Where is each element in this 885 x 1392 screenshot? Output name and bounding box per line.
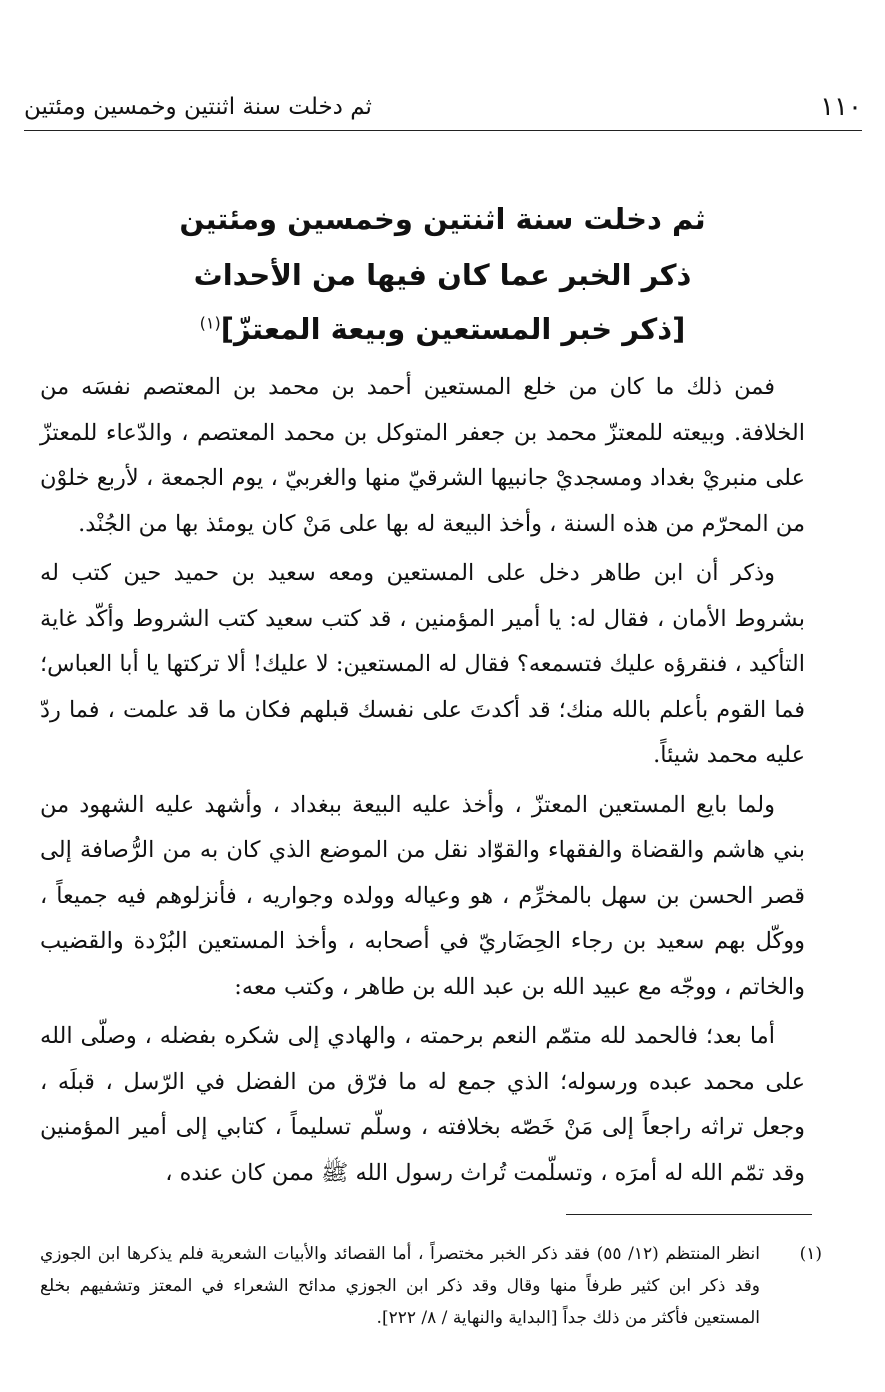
section-heading-text: [ذكر خبر المستعين وبيعة المعتزّ] bbox=[220, 312, 686, 346]
footnote-number: (١) bbox=[799, 1244, 822, 1264]
running-header bbox=[24, 92, 862, 126]
running-title: ثم دخلت سنة اثنتين وخمسين ومئتين bbox=[24, 94, 372, 120]
paragraph: وذكر أن ابن طاهر دخل على المستعين ومعه سعيد بن حميد حين كتب له بشروط الأمان ، فقال له: يا أمير المؤمنين ، قد كتب سعيد كتب الشروط وأكّد غاية التأكيد ، فنقرؤه عليك فتسمعه؟ فقال له المستعين: لا عليك! ألا تركتها يا أبا العباس؛ فما القوم بأعلم بالله منك؛ قد أكدتَ على نفسك قبلهم فكان ما قد علمت ، فما ردّ عليه محمد شيئاً. bbox=[40, 560, 805, 768]
paragraph: أما بعد؛ فالحمد لله متمّم النعم برحمته ، والهادي إلى شكره بفضله ، وصلّى الله على محمد عبده ورسوله؛ الذي جمع له ما فرّق من الفضل في الرّسل ، قبلَه ، وجعل تراثه راجعاً إلى مَنْ خَصّه بخلافته ، وسلّم تسليماً ، كتابي إلى أمير المؤمنين وقد تمّم الله له أمرَه ، وتسلّمت تُراث رسول الله ﷺ ممن كان عنده ، bbox=[40, 1023, 805, 1186]
header-rule bbox=[24, 130, 862, 131]
main-text bbox=[40, 365, 805, 1200]
year-heading: ثم دخلت سنة اثنتين وخمسين ومئتين bbox=[179, 202, 706, 236]
footnote-separator bbox=[566, 1214, 812, 1215]
events-heading: ذكر الخبر عما كان فيها من الأحداث bbox=[193, 258, 692, 292]
page-number: ١١٠ bbox=[820, 92, 862, 122]
footnote-text: انظر المنتظم (١٢/ ٥٥) فقد ذكر الخبر مختصراً ، أما القصائد والأبيات الشعرية فلم يذكرها ابن الجوزي وقد ذكر ابن كثير طرفاً منها وقال وقد ذكر ابن الجوزي مدائح الشعراء في المعتز وتشفيهم بخلع المستعين فأكثر من ذلك جداً [البداية والنهاية / ٨/ ٢٢٢]. bbox=[40, 1244, 760, 1328]
section-heading bbox=[40, 312, 845, 346]
paragraph: فمن ذلك ما كان من خلع المستعين أحمد بن محمد بن المعتصم نفسَه من الخلافة. وبيعته للمعتزّ محمد بن جعفر المتوكل بن محمد المعتصم ، والدّعاء للمعتزّ على منبريْ بغداد ومسجديْ جانبيها الشرقيّ منها والغربيّ ، يوم الجمعة ، لأربع خلوْن من المحرّم من هذه السنة ، وأخذ البيعة له بها على مَنْ كان يومئذ بها من الجُنْد. bbox=[40, 374, 805, 537]
footnote bbox=[40, 1238, 822, 1334]
footnote-reference[interactable]: (١) bbox=[199, 313, 221, 333]
paragraph: ولما بايع المستعين المعتزّ ، وأخذ عليه البيعة ببغداد ، وأشهد عليه الشهود من بني هاشم والقضاة والفقهاء والقوّاد نقل من الموضع الذي كان به من الرُّصافة إلى قصر الحسن بن سهل بالمخرِّم ، هو وعياله وولده وجواريه ، فأنزلوهم فيه جميعاً ، ووكّل بهم سعيد بن رجاء الحِضَاريّ في أصحابه ، وأخذ المستعين البُرْدة والقضيب والخاتم ، ووجّه مع عبيد الله بن عبد الله بن طاهر ، وكتب معه: bbox=[40, 791, 805, 1000]
